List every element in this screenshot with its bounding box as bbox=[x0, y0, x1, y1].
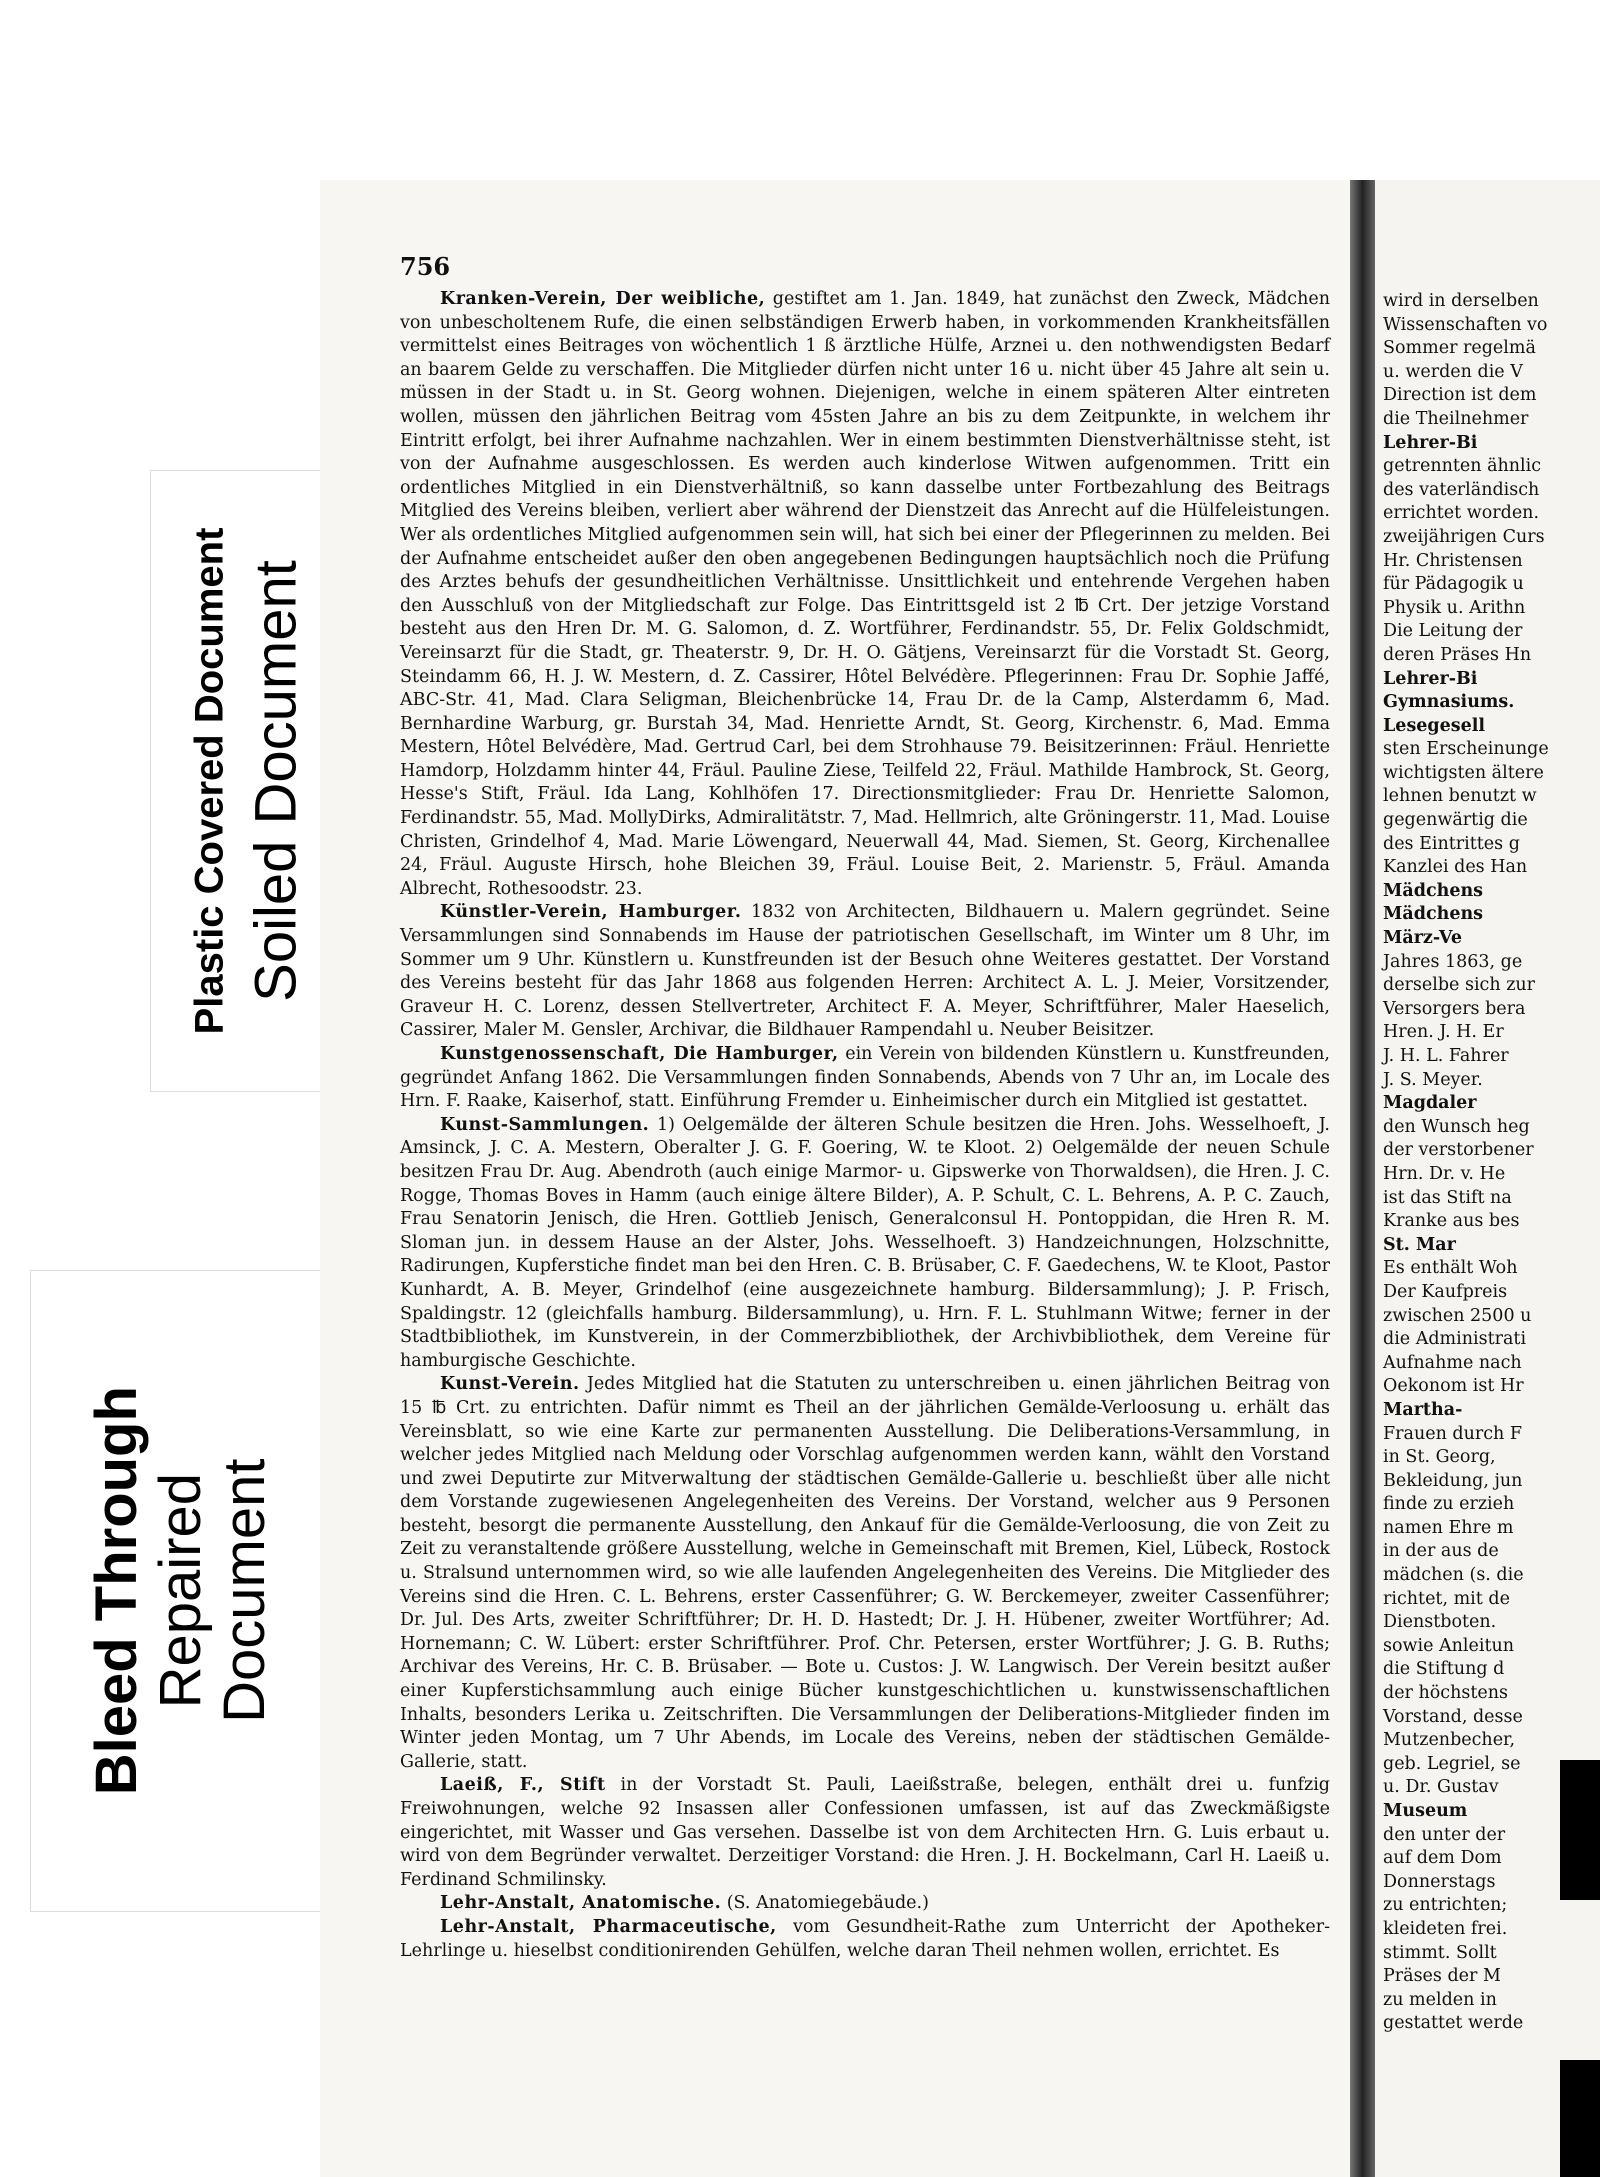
label-plastic-covered: Plastic Covered Document bbox=[187, 527, 232, 1035]
right-page-line: des vaterländisch bbox=[1383, 479, 1540, 500]
entry-kunst-verein bbox=[400, 1373, 1330, 1774]
right-page-line: namen Ehre m bbox=[1383, 1517, 1514, 1538]
book-gutter bbox=[1350, 180, 1375, 2177]
book-spread bbox=[320, 180, 1600, 2177]
right-page-line: St. Mar bbox=[1383, 1234, 1456, 1255]
right-page-line: u. werden die V bbox=[1383, 361, 1523, 382]
entry-text: (S. Anatomiegebäude.) bbox=[721, 1893, 929, 1914]
label-repaired: Repaired bbox=[148, 1473, 214, 1709]
right-page-line: die Administrati bbox=[1383, 1329, 1527, 1350]
scan-edge-strip bbox=[1560, 1760, 1600, 1900]
page-text bbox=[400, 288, 1330, 1963]
label-soiled: Soiled Document bbox=[243, 560, 309, 1002]
entry-heading: Kranken-Verein, Der weibliche, bbox=[440, 289, 766, 309]
right-page-line: Lehrer-Bi bbox=[1383, 668, 1478, 689]
entry-kuenstler-verein bbox=[400, 901, 1330, 1043]
right-page-line: ist das Stift na bbox=[1383, 1187, 1512, 1208]
entry-heading: Kunst-Sammlungen. bbox=[440, 1114, 650, 1135]
right-page-line: sowie Anleitun bbox=[1383, 1635, 1515, 1656]
right-page-line: u. Dr. Gustav bbox=[1383, 1777, 1499, 1798]
entry-heading: Lehr-Anstalt, Anatomische. bbox=[440, 1893, 722, 1914]
right-page-line: Physik u. Arithn bbox=[1383, 597, 1526, 618]
right-page-line: errichtet worden. bbox=[1383, 503, 1540, 524]
right-page-line: in der aus de bbox=[1383, 1541, 1499, 1562]
label-bleed-through: Bleed Through bbox=[84, 1386, 150, 1796]
right-page-line: Es enthält Woh bbox=[1383, 1258, 1518, 1279]
right-page-line: gestattet werde bbox=[1383, 2013, 1524, 2034]
left-page bbox=[320, 180, 1352, 2177]
condition-label-top bbox=[150, 470, 347, 1092]
entry-kunst-sammlungen bbox=[400, 1114, 1330, 1374]
entry-lehr-anstalt-pharmaceutische bbox=[400, 1916, 1330, 1963]
entry-heading: Laeiß, F., Stift bbox=[440, 1775, 606, 1796]
right-page-line: Jahres 1863, ge bbox=[1383, 951, 1523, 972]
entry-heading: Kunstgenossenschaft, Die Hamburger, bbox=[440, 1044, 839, 1064]
right-page-line: in St. Georg, bbox=[1383, 1447, 1496, 1468]
right-page-line: Bekleidung, jun bbox=[1383, 1470, 1523, 1491]
right-page-line: Oekonom ist Hr bbox=[1383, 1376, 1524, 1397]
right-page-line: die Theilnehmer bbox=[1383, 408, 1529, 429]
condition-label-bottom bbox=[30, 1270, 332, 1912]
entry-text: gestiftet am 1. Jan. 1849, hat zunächst den Zweck, Mädchen von unbescholtenem Rufe, die einen selbständigen Erwerb haben, in vorkommenden Krankheitsfällen vermittelst eines Beitrages von wöchentlich 1 ß ärztliche Hülfe, Arznei u. den nothwendigsten Bedarf an baarem Gelde zu verschaffen. Die Mitglieder dürfen nicht unter 16 u. nicht über 45 Jahre alt sein u. müssen in der Stadt u. in St. Georg wohnen. Diejenigen, welche in einem späteren Alter eintreten wollen, müssen den jährlichen Beitrag vom 45sten Jahre an bis zu dem Zeitpunkte, in welchem ihr Eintritt erfolgt, bei ihrer Aufnahme nachzahlen. Wer in einem bestimmten Dienstverhältnisse steht, ist von der Aufnahme ausgeschlossen. Es werden auch kinderlose Witwen aufgenommen. Tritt ein ordentliches Mitglied in ein Dienstverhältniß, so kann dasselbe unter Fortbezahlung des Beitrags Mitglied des Vereins bleiben, verliert aber während der Dienstzeit das Anrecht auf die Hülfeleistungen. Wer als ordentliches Mitglied aufgenommen sein will, hat sich bei einer der Pflegerinnen zu melden. Bei der Aufnahme entscheidet außer den oben angegebenen Bedingungen hauptsächlich noch die Prüfung des Arztes behufs der gesundheitlichen Verhältnisse. Unsittlichkeit und entehrende Vergehen haben den Ausschluß von der Mitgliedschaft zur Folge. Das Eintrittsgeld ist 2 ℔ Crt. Der jetzige Vorstand besteht aus den Hren Dr. M. G. Salomon, d. Z. Wortführer, Ferdinandstr. 55, Dr. Felix Goldschmidt, Vereinsarzt für die Stadt, gr. Theaterstr. 9, Dr. H. O. Gätjens, Vereinsarzt für die Vorstadt St. Georg, Steindamm 66, H. J. W. Mestern, d. Z. Cassirer, Hôtel Belvédère. Pflegerinnen: Frau Dr. Sophie Jaffé, ABC-Str. 41, Mad. Clara Seligman, Bleichenbrücke 14, Frau Dr. de la Camp, Alsterdamm 6, Mad. Bernhardine Warburg, gr. Burstah 34, Mad. Henriette Arndt, St. Georg, Kirchenstr. 6, Mad. Emma Mestern, Hôtel Belvédère, Mad. Gertrud Carl, bei dem Strohhause 79. Beisitzerinnen: Fräul. Henriette Hamdorp, Holzdamm hinter 44, Fräul. Pauline Ziese, Teilfeld 22, Fräul. Mathilde Hambrock, St. Georg, Hesse's Stift, Fräul. Ida Lang, Kohlhöfen 17. Directionsmitglieder: Frau Dr. Henriette Salomon, Ferdinandstr. 55, Mad. MollyDirks, Admiralitätstr. 7, Mad. Hellmrich, alte Gröningerstr. 11, Mad. Louise Christen, Grindelhof 4, Mad. Marie Löwengard, Neuerwall 44, Mad. Siemen, St. Georg, Kirchenallee 24, Fräul. Auguste Hirsch, hohe Bleichen 39, Fräul. Louise Beit, 2. Marienstr. 5, Fräul. Amanda Albrecht, Rothesoodstr. 23. bbox=[400, 289, 1330, 899]
right-page-line: J. H. L. Fahrer bbox=[1383, 1046, 1509, 1066]
entry-kranken-verein bbox=[400, 288, 1330, 901]
right-page-line: Vorstand, desse bbox=[1383, 1706, 1523, 1727]
right-page-line: Gymnasiums. bbox=[1383, 692, 1515, 713]
right-page-line: Mädchens bbox=[1383, 880, 1484, 901]
scan-edge-strip bbox=[1560, 2060, 1600, 2177]
entry-heading: Lehr-Anstalt, Pharmaceutische, bbox=[440, 1916, 777, 1937]
right-page-line: Dienstboten. bbox=[1383, 1612, 1497, 1633]
right-page-line: sten Erscheinunge bbox=[1383, 739, 1549, 760]
entry-text: vom Gesundheit-Rathe zum Unterricht der Apotheker-Lehrlinge u. hieselbst conditionirenden Gehülfen, welche daran Theil nehmen wollen, errichtet. Es bbox=[400, 1916, 1331, 1961]
right-page-line: Sommer regelmä bbox=[1383, 338, 1536, 359]
right-page-line: Hr. Christensen bbox=[1383, 550, 1523, 571]
right-page-line: richtet, mit de bbox=[1383, 1588, 1510, 1609]
right-page-line: Mutzenbecher, bbox=[1383, 1730, 1516, 1751]
right-page-line: Aufnahme nach bbox=[1383, 1352, 1522, 1373]
right-page-line: zu melden in bbox=[1383, 1989, 1497, 2010]
right-page-line: deren Präses Hn bbox=[1383, 644, 1532, 665]
right-page-line: mädchen (s. die bbox=[1383, 1565, 1524, 1586]
right-page-line: Martha- bbox=[1383, 1399, 1463, 1420]
entry-text: 1) Oelgemälde der älteren Schule besitzen die Hren. Johs. Wesselhoeft, J. Amsinck, J. C. A. Mestern, Oberalter J. G. F. Goering, W. te Kloot. 2) Oelgemälde der neuen Schule besitzen Frau Dr. Aug. Abendroth (auch einige Marmor- u. Gipswerke von Thorwaldsen), die Hren. J. C. Rogge, Thomas Boves in Hamm (auch einige ältere Bilder), A. P. Schult, C. L. Behrens, A. P. C. Zauch, Frau Senatorin Jenisch, die Hren. Gottlieb Jenisch, Generalconsul H. Pontoppidan, die Hren R. M. Sloman jun. in dessem Hause an der Alster, Johs. Wesselhoeft. 3) Handzeichnungen, Holzschnitte, Radirungen, Kupferstiche findet man bei den Hren. C. B. Brüsaber, C. F. Gaedechens, W. te Kloot, Pastor Kunhardt, A. B. Meyer, Grindelhof (eine ausgezeichnete hamburg. Bildersammlung); J. P. Frisch, Spaldingstr. 12 (gleichfalls hamburg. Bildersammlung), u. Hrn. F. L. Stuhlmann Witwe; ferner in der Stadtbibliothek, im Kunstverein, in der Commerzbibliothek, der Archivbibliothek, dem Vereine für hamburgische Geschichte. bbox=[400, 1114, 1330, 1371]
right-page-line: Direction ist dem bbox=[1383, 385, 1537, 406]
right-page-line: getrennten ähnlic bbox=[1383, 456, 1542, 477]
entry-kunstgenossenschaft bbox=[400, 1043, 1330, 1114]
right-page-line: Kanzlei des Han bbox=[1383, 857, 1528, 878]
right-page-line: den unter der bbox=[1383, 1824, 1506, 1845]
entry-heading: Kunst-Verein. bbox=[440, 1374, 580, 1395]
entry-laeiss-stift bbox=[400, 1774, 1330, 1892]
label-document: Document bbox=[211, 1458, 277, 1724]
right-page-line: den Wunsch heg bbox=[1383, 1116, 1530, 1137]
right-page-line: Mädchens bbox=[1383, 904, 1484, 925]
right-page-line: Der Kaufpreis bbox=[1383, 1281, 1508, 1302]
right-page-line: Lehrer-Bi bbox=[1383, 432, 1478, 453]
right-page-line: die Stiftung d bbox=[1383, 1659, 1505, 1680]
right-page-line: der verstorbener bbox=[1383, 1140, 1534, 1161]
right-page-line: Versorgers bera bbox=[1383, 998, 1526, 1019]
right-page-line: Museum bbox=[1383, 1801, 1468, 1821]
page-number: 756 bbox=[400, 252, 451, 281]
right-page-line: Donnerstags bbox=[1383, 1871, 1496, 1892]
right-page-line: geb. Legriel, se bbox=[1383, 1753, 1521, 1774]
right-page-line: kleideten frei. bbox=[1383, 1918, 1508, 1939]
right-page-line: Hren. J. H. Er bbox=[1383, 1022, 1504, 1043]
right-page-line: finde zu erzieh bbox=[1383, 1494, 1515, 1515]
right-page-line: der höchstens bbox=[1383, 1683, 1508, 1704]
entry-heading: Künstler-Verein, Hamburger. bbox=[440, 902, 742, 923]
entry-text: 1832 von Architecten, Bildhauern u. Malern gegründet. Seine Versammlungen sind Sonnabends im Hause der patriotischen Gesellschaft, im Winter um 8 Uhr, im Sommer um 9 Uhr. Künstlern u. Kunstfreunden ist der Besuch ohne Weiteres gestattet. Der Vorstand des Vereins besteht für das Jahr 1868 aus folgenden Herren: Architect A. L. J. Meier, Vorsitzender, Graveur H. C. Lorenz, dessen Stellvertreter, Architect F. A. Meyer, Schriftführer, Maler Haeselich, Cassirer, Maler M. Gensler, Archivar, die Bildhauer Rampendahl u. Neuber Beisitzer. bbox=[400, 902, 1330, 1041]
right-page-line: für Pädagogik u bbox=[1383, 574, 1524, 595]
right-page-line: derselbe sich zur bbox=[1383, 975, 1536, 996]
right-page-line: Lesegesell bbox=[1383, 715, 1486, 736]
entry-text: ein Verein von bildenden Künstlern u. Kunstfreunden, gegründet Anfang 1862. Die Versammlungen finden Sonnabends, Abends von 7 Uhr an, im Locale des Hrn. F. Raake, Kaiserhof, statt. Einführung Fremder u. Einheimischer durch ein Mitglied ist gestattet. bbox=[400, 1044, 1330, 1112]
right-page-line: Magdaler bbox=[1383, 1093, 1477, 1114]
right-page-line: auf dem Dom bbox=[1383, 1848, 1502, 1869]
right-page-line: Präses der M bbox=[1383, 1966, 1501, 1987]
right-page-line: J. S. Meyer. bbox=[1383, 1069, 1483, 1090]
right-page-line: Hrn. Dr. v. He bbox=[1383, 1163, 1506, 1184]
right-page-line: gegenwärtig die bbox=[1383, 810, 1528, 831]
right-page-line: zweijährigen Curs bbox=[1383, 526, 1545, 547]
entry-lehr-anstalt-anatomische bbox=[400, 1892, 1330, 1916]
right-page-line: lehnen benutzt w bbox=[1383, 786, 1537, 807]
right-page-line: Wissenschaften vo bbox=[1383, 314, 1548, 335]
right-page-line: stimmt. Sollt bbox=[1383, 1942, 1497, 1963]
entry-text: in der Vorstadt St. Pauli, Laeißstraße, belegen, enthält drei u. funfzig Freiwohnungen, welche 92 Insassen aller Confessionen umfassen, ist auf das Zweckmäßigste eingerichtet, mit Wasser und Gas versehen. Dasselbe ist von dem Architecten Hrn. G. Luis erbaut u. wird von dem Begründer verwaltet. Derzeitiger Vorstand: die Hren. J. H. Bockelmann, Carl H. Laeiß u. Ferdinand Schmilinsky. bbox=[400, 1775, 1330, 1890]
right-page-line: wird in derselben bbox=[1383, 291, 1539, 311]
right-page-line: wichtigsten ältere bbox=[1383, 762, 1544, 783]
right-page-line: des Eintrittes g bbox=[1383, 833, 1520, 854]
entry-text: Jedes Mitglied hat die Statuten zu unterschreiben u. einen jährlichen Beitrag von 15 ℔ Crt. zu entrichten. Dafür nimmt es Theil an der jährlichen Gemälde-Verloosung u. erhält das Vereinsblatt, so wie eine Karte zur permanenten Ausstellung. Die Deliberations-Versammlung, in welcher jedes Mitglied nach Meldung oder Vorschlag aufgenommen werden kann, wählt den Vorstand und zwei Deputirte zur Mitverwaltung der städtischen Gemälde-Gallerie u. beschließt über alle nicht dem Vorstande zugewiesenen Angelegenheiten des Vereins. Der Vorstand, welcher aus 9 Personen besteht, besorgt die permanente Ausstellung, den Ankauf für die Gemälde-Verloosung, die von Zeit zu Zeit zu veranstaltende größere Ausstellung, welche in Gemeinschaft mit Bremen, Kiel, Lübeck, Rostock u. Stralsund unternommen wird, so wie alle laufenden Angelegenheiten des Vereins. Die Mitglieder des Vereins sind die Hren. C. L. Behrens, erster Cassenführer; G. W. Berckemeyer, zweiter Cassenführer; Dr. Jul. Des Arts, zweiter Schriftführer; Dr. H. D. Hastedt; Dr. J. H. Hübener, zweiter Wortführer; Ad. Hornemann; C. W. Lübert: erster Schriftführer. Prof. Chr. Petersen, erster Wortführer; J. G. B. Ruths; Archivar des Vereins, Hr. C. B. Brüsaber. — Bote u. Custos: J. W. Langwisch. Der Verein besitzt außer einer Kupferstichsammlung auch einige Bücher kunstgeschichtlichen u. kunstwissenschaftlichen Inhalts, besonders Lerika u. Zeitschriften. Die Versammlungen der Deliberations-Mitglieder finden im Winter jeden Montag, um 7 Uhr Abends, im Locale des Vereins, neben der städtischen Gemälde-Gallerie, statt. bbox=[400, 1374, 1330, 1772]
right-page-line: Kranke aus bes bbox=[1383, 1211, 1520, 1232]
right-page-line: Frauen durch F bbox=[1383, 1423, 1523, 1444]
right-page-line: März-Ve bbox=[1383, 928, 1462, 949]
right-page-line: Die Leitung der bbox=[1383, 621, 1523, 642]
right-page-line: zwischen 2500 u bbox=[1383, 1305, 1532, 1326]
right-page-line: zu entrichten; bbox=[1383, 1895, 1508, 1916]
